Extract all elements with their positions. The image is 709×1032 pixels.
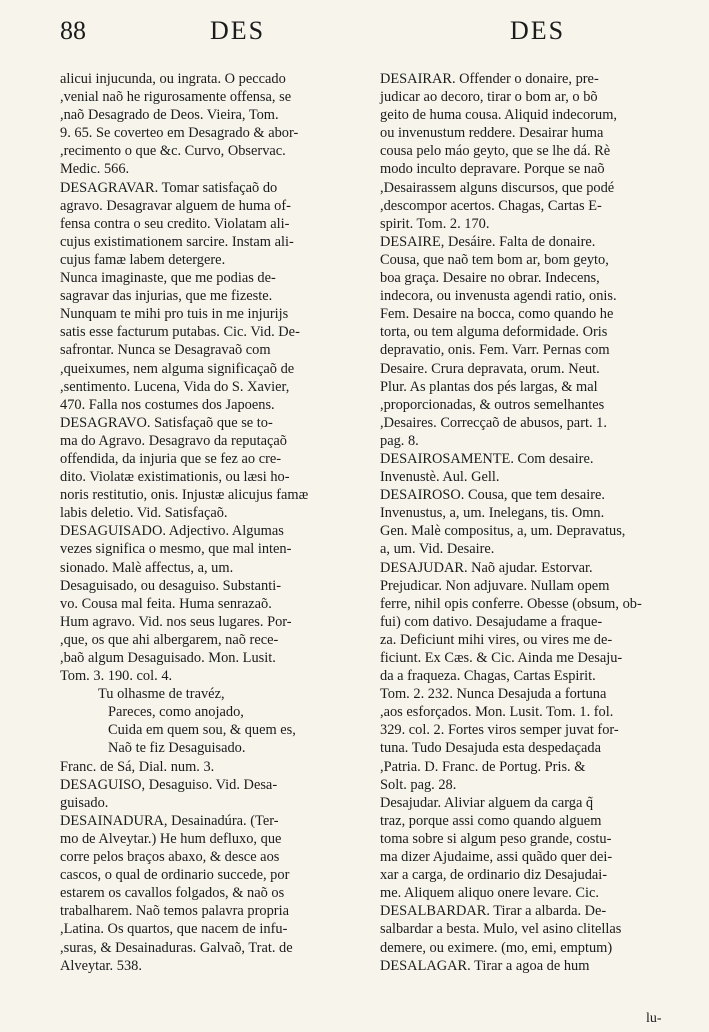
text-line: torta, ou tem alguma deformidade. Oris	[380, 324, 608, 341]
page-header	[60, 14, 659, 54]
text-line: ,Latina. Os quartos, que nacem de infu-	[60, 921, 288, 938]
text-line: traz, porque assi como quando alguem	[380, 812, 602, 829]
text-line: Invenustus, a, um. Inelegans, tis. Omn.	[380, 505, 605, 522]
text-line: sagravar das injurias, que me fizeste.	[60, 288, 273, 305]
text-line: sionado. Malè affectus, a, um.	[60, 559, 234, 576]
text-line: da a fraqueza. Chagas, Cartas Espirit.	[380, 668, 596, 685]
text-line: cousa pelo máo geyto, que se lhe dá. Rè	[380, 143, 611, 160]
text-line: xar a carga, de ordinario diz Desajudai-	[380, 867, 608, 884]
text-line: DESAGUISADO. Adjectivo. Algumas	[60, 523, 284, 540]
text-line: DESAGRAVO. Satisfaçaõ que se to-	[60, 414, 273, 431]
text-line: offendida, da injuria que se fez ao cre-	[60, 450, 282, 467]
page-number: 88	[60, 16, 86, 45]
text-line: demere, ou eximere. (mo, emi, emptum)	[380, 939, 613, 956]
text-line: DESAINADURA, Desainadúra. (Ter-	[60, 812, 279, 829]
text-line: za. Deficiunt mihi vires, ou vires me de-	[380, 631, 613, 648]
text-line: ma dizer Ajudaime, assi quãdo quer dei-	[380, 849, 613, 866]
verse-line: Pareces, como anojado,	[108, 704, 244, 721]
text-line: Solt. pag. 28.	[380, 776, 457, 793]
running-head-right: DES	[510, 16, 566, 45]
text-line: 470. Falla nos costumes dos Japoens.	[60, 396, 275, 413]
text-line: Cousa, que naõ tem bom ar, bom geyto,	[380, 251, 609, 268]
text-line: pag. 8.	[380, 432, 419, 449]
text-line: corre pelos braços abaxo, & desce aos	[60, 849, 280, 866]
text-line: Tom. 3. 190. col. 4.	[60, 668, 173, 685]
text-line: Prejudicar. Non adjuvare. Nullam opem	[380, 577, 610, 594]
verse-line: Tu olhasme de travéz,	[98, 686, 225, 703]
text-line: Fem. Desaire na bocca, como quando he	[380, 306, 614, 323]
text-line: 9. 65. Se coverteo em Desagrado & abor-	[60, 125, 299, 142]
text-line: mo de Alveytar.) He hum defluxo, que	[60, 830, 282, 847]
text-line: ,Patria. D. Franc. de Portug. Pris. &	[380, 758, 586, 775]
verse-line: Cuida em quem sou, & quem es,	[108, 722, 296, 739]
text-line: judicar ao decoro, tirar o bom ar, o bõ	[380, 89, 598, 106]
text-line: Invenustè. Aul. Gell.	[380, 469, 500, 486]
text-line: Nunca imaginaste, que me podias de-	[60, 270, 276, 287]
text-line: ,descompor acertos. Chagas, Cartas E-	[380, 197, 602, 214]
text-line: fui) com dativo. Desajudame a fraque-	[380, 613, 603, 630]
text-line: spirit. Tom. 2. 170.	[380, 215, 490, 232]
text-line: noris restitutio, onis. Injustæ alicujus famæ	[60, 487, 309, 504]
text-line: 329. col. 2. Fortes viros semper juvat for-	[380, 722, 619, 739]
text-line: DESAIROSAMENTE. Com desaire.	[380, 450, 594, 467]
text-line: ferre, nihil opis conferre. Obesse (obsum, ob-	[380, 595, 642, 612]
text-line: Nunquam te mihi pro tuis in me injurijs	[60, 306, 289, 323]
text-line: DESALBARDAR. Tirar a albarda. De-	[380, 903, 607, 920]
text-line: ,queixumes, nem alguma significaçaõ de	[60, 360, 295, 377]
text-line: trabalharem. Naõ temos palavra propria	[60, 903, 289, 920]
text-line: Medic. 566.	[60, 161, 130, 178]
text-line: ,naõ Desagrado de Deos. Vieira, Tom.	[60, 107, 279, 124]
text-line: ,Desairassem alguns discursos, que podé	[380, 179, 615, 196]
text-line: estarem os cavallos folgados, & naõ os	[60, 885, 285, 902]
text-line: DESAIRAR. Offender o donaire, pre-	[380, 71, 599, 87]
text-line: ,aos esforçados. Mon. Lusit. Tom. 1. fol.	[380, 704, 614, 721]
text-line: vezes significa o mesmo, que mal inten-	[60, 541, 292, 558]
text-line: geito de huma cousa. Aliquid indecorum,	[380, 107, 617, 124]
text-line: me. Aliquem aliquo onere levare. Cic.	[380, 885, 599, 902]
text-line: DESALAGAR. Tirar a agoa de hum	[380, 957, 590, 974]
text-line: ,proporcionadas, & outros semelhantes	[380, 396, 605, 413]
text-line: vo. Cousa mal feita. Huma senrazaõ.	[60, 595, 272, 612]
text-line: modo inculto depravare. Porque se naõ	[380, 161, 605, 178]
text-line: Hum agravo. Vid. nos seus lugares. Por-	[60, 613, 292, 630]
text-line: dito. Violatæ existimationis, ou læsi ho-	[60, 469, 290, 486]
text-line: Desaire. Crura depravata, orum. Neut.	[380, 360, 600, 377]
text-line: ,venial naõ he rigurosamente offensa, se	[60, 89, 292, 106]
text-line: DESAGUISO, Desaguiso. Vid. Desa-	[60, 776, 278, 793]
text-line: DESAGRAVAR. Tomar satisfaçaõ do	[60, 179, 278, 196]
text-line: boa graça. Desaire no obrar. Indecens,	[380, 270, 600, 287]
text-line: cascos, o qual de ordinario succede, por	[60, 867, 290, 884]
text-line: Gen. Malè compositus, a, um. Depravatus,	[380, 523, 626, 540]
text-line: Franc. de Sá, Dial. num. 3.	[60, 758, 215, 775]
text-line: Alveytar. 538.	[60, 957, 142, 974]
text-line: guisado.	[60, 794, 109, 811]
text-line: ,baõ algum Desaguisado. Mon. Lusit.	[60, 650, 276, 666]
text-line: a, um. Vid. Desaire.	[380, 541, 495, 558]
text-line: DESAIRE, Desáire. Falta de donaire.	[380, 233, 596, 250]
text-line: alicui injucunda, ou ingrata. O peccado	[60, 71, 286, 87]
text-line: fensa contra o seu credito. Violatam ali-	[60, 215, 290, 232]
text-line: safrontar. Nunca se Desagravaõ com	[60, 342, 271, 359]
text-line: toma sobre si algum peso grande, costu-	[380, 830, 612, 847]
text-line: ma do Agravo. Desagravo da reputaçaõ	[60, 432, 287, 449]
text-line: tuna. Tudo Desajuda esta despedaçada	[380, 740, 601, 757]
text-line: ,suras, & Desainaduras. Galvaõ, Trat. de	[60, 939, 293, 956]
text-line: ,Desaires. Correcçaõ de abusos, part. 1.	[380, 414, 607, 431]
text-line: DESAJUDAR. Naõ ajudar. Estorvar.	[380, 559, 593, 576]
text-line: labis deletio. Vid. Satisfaçaõ.	[60, 505, 228, 522]
text-line: ficiunt. Ex Cæs. & Cic. Ainda me Desaju-	[380, 650, 623, 666]
left-column	[60, 70, 360, 975]
text-line: Plur. As plantas dos pés largas, & mal	[380, 378, 598, 395]
verse-line: Naõ te fiz Desaguisado.	[108, 740, 246, 757]
text-line: DESAIROSO. Cousa, que tem desaire.	[380, 487, 606, 504]
catchword: lu-	[646, 1011, 662, 1026]
text-line: satis esse facturum putabas. Cic. Vid. De-	[60, 324, 300, 341]
text-line: ,recimento o que &c. Curvo, Observac.	[60, 143, 286, 160]
text-line: ,que, os que ahi albergarem, naõ rece-	[60, 631, 279, 648]
text-line: ou invenustum reddere. Desairar huma	[380, 125, 604, 142]
text-line: cujus existimationem sarcire. Instam ali-	[60, 233, 294, 250]
text-line: Desaguisado, ou desaguiso. Substanti-	[60, 577, 282, 594]
text-line: depravatio, onis. Fem. Varr. Pernas com	[380, 342, 610, 359]
text-line: salbardar a besta. Mulo, vel asino clitellas	[380, 921, 622, 938]
text-line: Tom. 2. 232. Nunca Desajuda a fortuna	[380, 686, 607, 703]
text-line: agravo. Desagravar alguem de huma of-	[60, 197, 291, 214]
right-column	[380, 70, 672, 975]
text-line: Desajudar. Aliviar alguem da carga q̃	[380, 794, 594, 811]
text-line: cujus famæ labem detergere.	[60, 251, 226, 268]
text-line: indecora, ou invenusta agendi ratio, onis.	[380, 288, 617, 305]
running-head-left: DES	[210, 16, 266, 45]
text-line: ,sentimento. Lucena, Vida do S. Xavier,	[60, 378, 290, 395]
